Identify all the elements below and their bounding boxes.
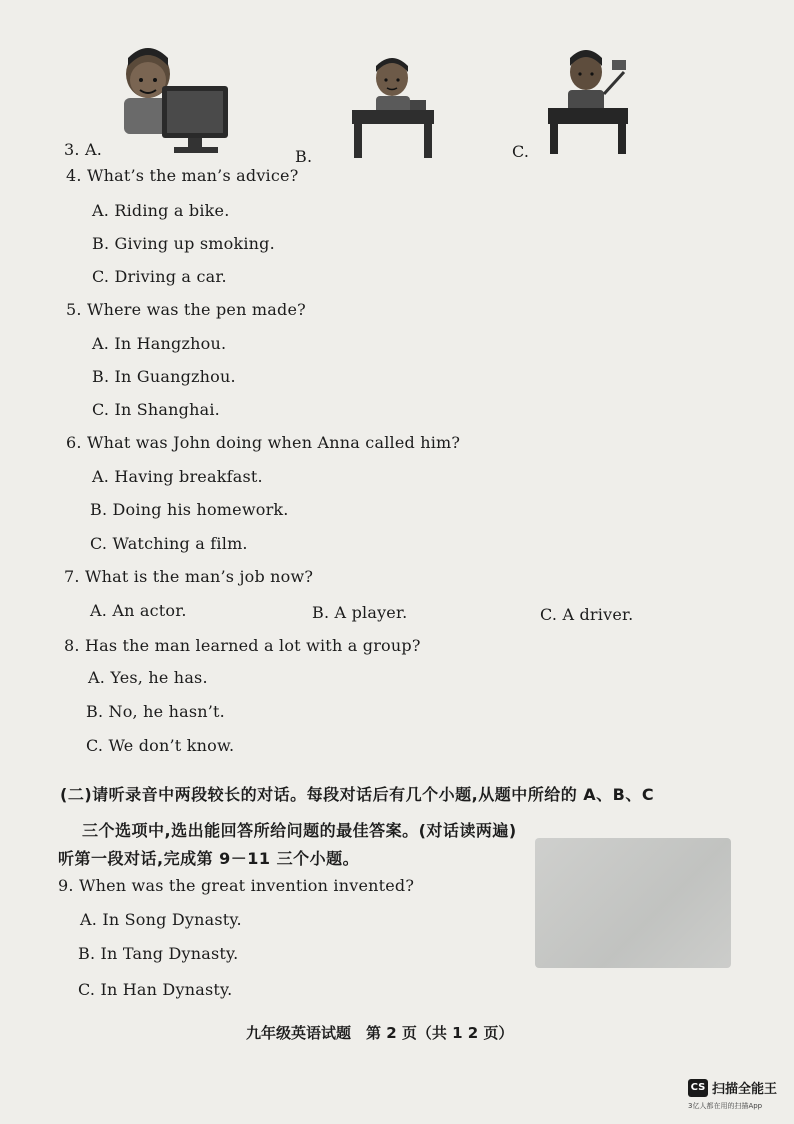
camscanner-app-name: 扫描全能王 [712,1082,778,1097]
q3-option-b-label: B. [295,147,313,166]
q4-option-c: C. Driving a car. [92,267,227,286]
section2-instruction-line1: (二)请听录音中两段较长的对话。每段对话后有几个小题,从题中所给的 A、B、C [60,785,655,804]
q8-option-a: A. Yes, he has. [88,668,208,687]
q5-option-a: A. In Hangzhou. [92,334,227,353]
q8-question: 8. Has the man learned a lot with a group? [64,636,421,655]
q7-option-b: B. A player. [312,603,408,622]
q7-option-c: C. A driver. [540,605,634,624]
q8-option-b: B. No, he hasn’t. [86,702,225,721]
q4-option-a: A. Riding a bike. [92,201,230,220]
q5-option-c: C. In Shanghai. [92,400,220,419]
q9-option-b: B. In Tang Dynasty. [78,944,239,963]
camscanner-tagline: 3亿人都在用的扫描App [688,1102,763,1110]
q6-question: 6. What was John doing when Anna called him? [66,433,461,452]
q3-option-a-label: 3. A. [64,140,102,159]
q5-option-b: B. In Guangzhou. [92,367,236,386]
q9-question: 9. When was the great invention invented? [58,876,415,895]
q9-option-a: A. In Song Dynasty. [80,910,242,929]
page-footer: 九年级英语试题 第 2 页（共 1 2 页） [246,1024,514,1042]
scan-smudge [535,838,731,968]
q8-option-c: C. We don’t know. [86,736,235,755]
q6-option-c: C. Watching a film. [90,534,248,553]
q3-option-c-label: C. [512,142,530,161]
section2-instruction-line3: 听第一段对话,完成第 9－11 三个小题。 [58,849,360,868]
picture-c-boy-writing [546,42,636,158]
q6-option-b: B. Doing his homework. [90,500,289,519]
q4-option-b: B. Giving up smoking. [92,234,275,253]
q5-question: 5. Where was the pen made? [66,300,306,319]
section2-instruction-line2: 三个选项中,选出能回答所给问题的最佳答案。(对话读两遍) [82,821,517,840]
q7-question: 7. What is the man’s job now? [64,567,314,586]
picture-b-boy-at-desk [348,52,438,160]
q4-question: 4. What’s the man’s advice? [66,166,299,185]
picture-a-boy-at-computer [110,36,240,160]
q6-option-a: A. Having breakfast. [92,467,263,486]
q7-option-a: A. An actor. [90,601,187,620]
q9-option-c: C. In Han Dynasty. [78,980,233,999]
camscanner-logo-icon: CS [688,1079,708,1097]
